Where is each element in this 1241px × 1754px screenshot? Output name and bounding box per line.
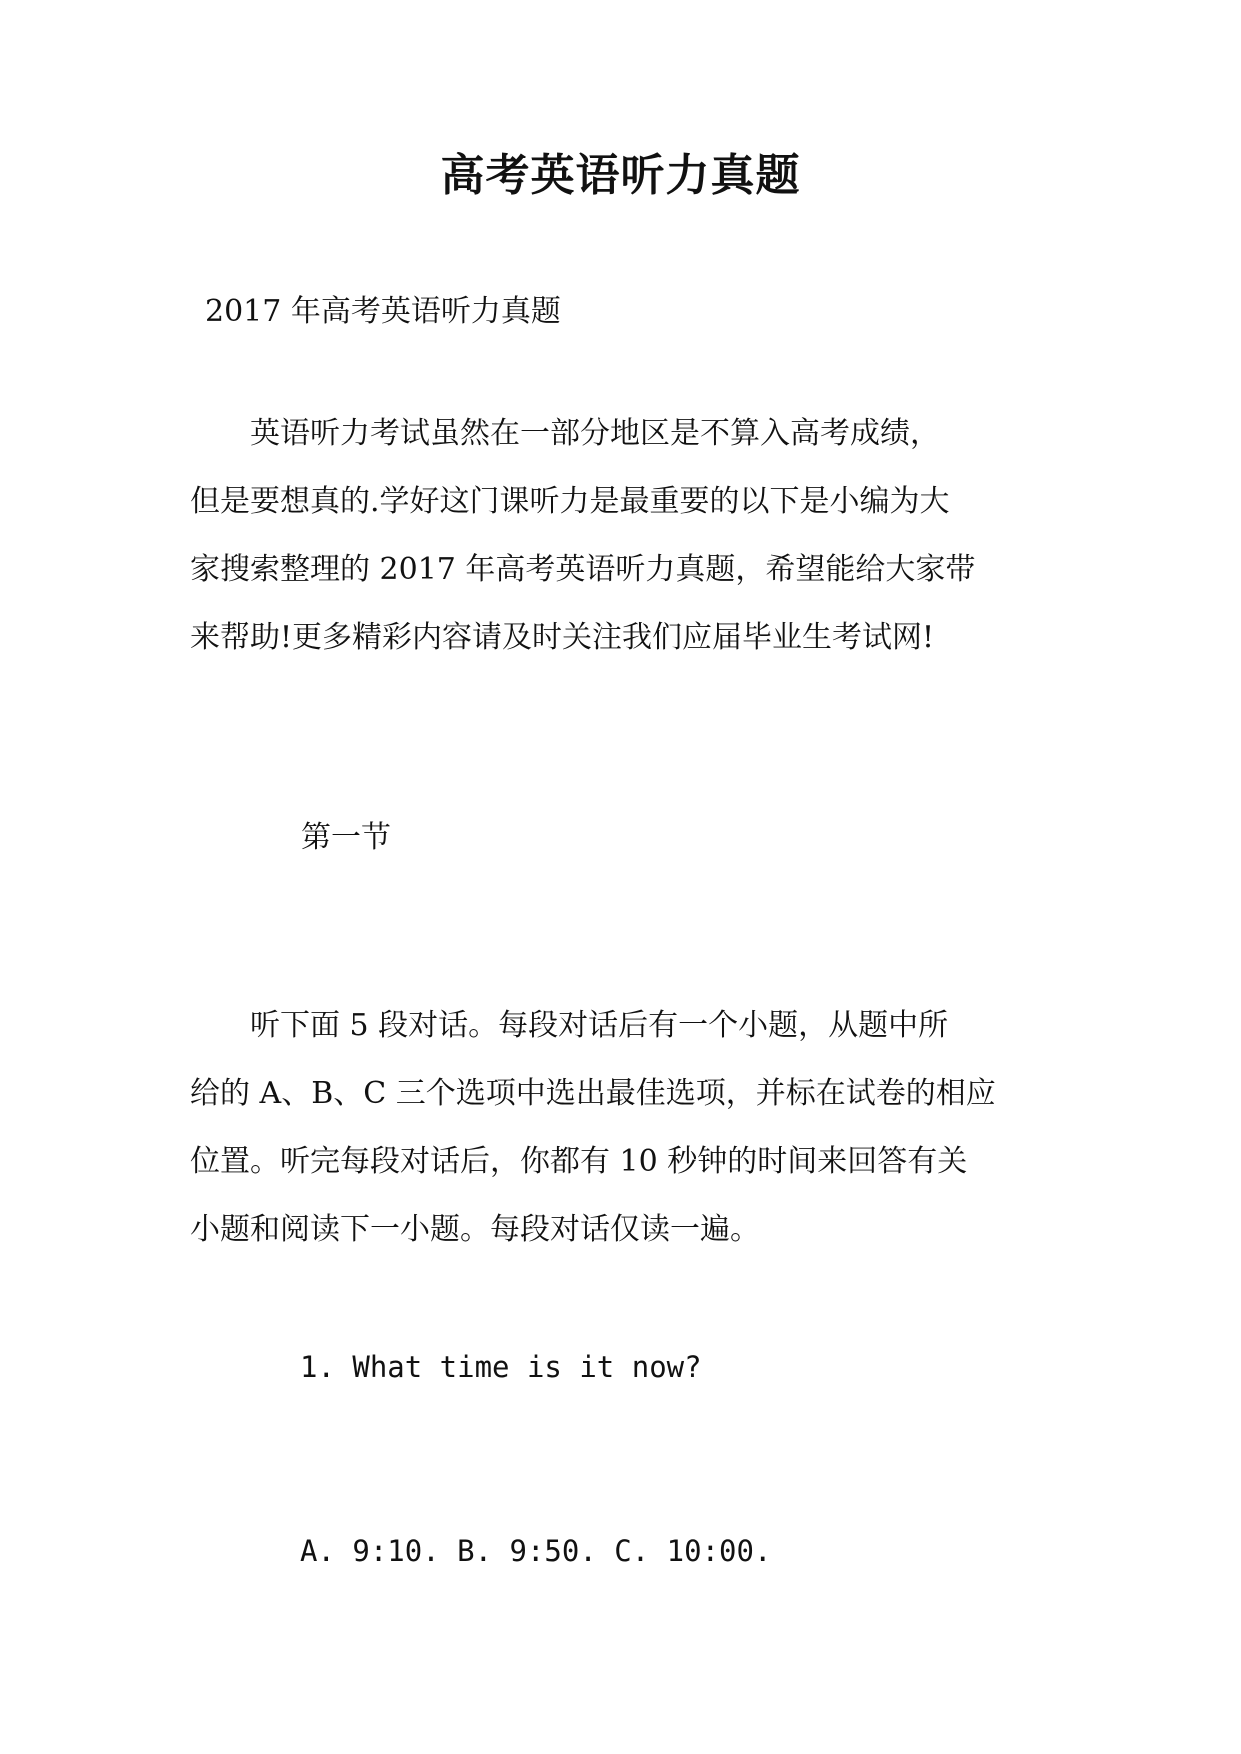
intro-line: 家搜索整理的 2017 年高考英语听力真题，希望能给大家带 [190,552,976,587]
instructions-line: 听下面 5 段对话。每段对话后有一个小题，从题中所 [190,1008,949,1043]
question-1-options: A. 9:10. B. 9:50. C. 10:00. [300,1534,772,1568]
instructions-line: 给的 A、B、C 三个选项中选出最佳选项，并标在试卷的相应 [190,1076,996,1111]
intro-paragraph [190,400,1060,672]
document-subtitle: 2017 年高考英语听力真题 [205,294,561,329]
instructions-line: 小题和阅读下一小题。每段对话仅读一遍。 [190,1212,760,1247]
intro-line: 来帮助!更多精彩内容请及时关注我们应届毕业生考试网! [190,620,935,655]
document-title: 高考英语听力真题 [440,150,801,201]
intro-line: 但是要想真的.学好这门课听力是最重要的以下是小编为大 [190,484,950,519]
intro-line: 英语听力考试虽然在一部分地区是不算入高考成绩， [190,416,940,451]
instructions-paragraph [190,992,1060,1264]
section-heading: 第一节 [301,820,391,855]
question-1: 1. What time is it now? [300,1350,702,1384]
instructions-line: 位置。听完每段对话后，你都有 10 秒钟的时间来回答有关 [190,1144,968,1179]
